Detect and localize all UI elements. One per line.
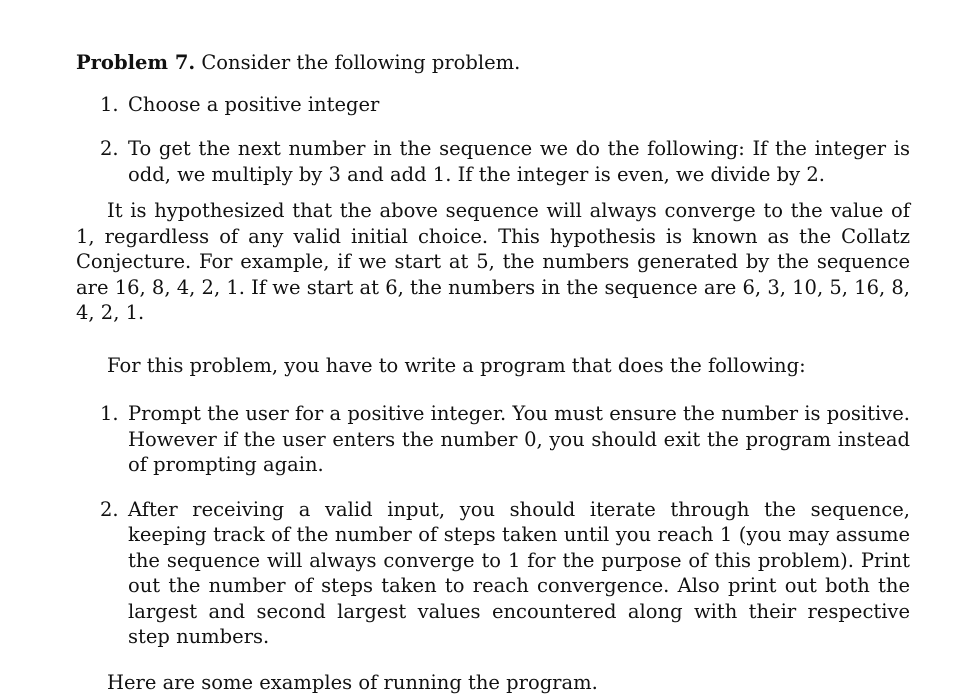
task-text: After receiving a valid input, you should iterate through the sequence, keeping track of the number of steps taken until you reach 1 (you may assume the sequence will always converge to 1 for the purpose of this problem). Print out the number of steps taken to reach convergence. Also print out both the largest and second largest values encountered along with their respective step numbers. [128,498,910,649]
task-number: 1. [100,401,119,427]
tasks-list [76,401,910,650]
task-item [76,401,910,478]
rule-item [76,92,910,118]
problem-heading [76,50,910,76]
rule-text: To get the next number in the sequence we do the following: If the integer is odd, we multiply by 3 and add 1. If the integer is even, we divide by 2. [128,137,910,186]
task-intro: For this problem, you have to write a program that does the following: [76,353,910,379]
problem-label: Problem 7. [76,51,195,74]
task-number: 2. [100,497,119,523]
problem-document [76,50,910,695]
task-text: Prompt the user for a positive integer. You must ensure the number is positive. However if the user enters the number 0, you should exit the program instead of prompting again. [128,402,910,476]
hypothesis-paragraph: It is hypothesized that the above sequence will always converge to the value of 1, regardless of any valid initial choice. This hypothesis is known as the Collatz Conjecture. For example, if we start at 5, the numbers generated by the sequence are 16, 8, 4, 2, 1. If we start at 6, the numbers in the sequence are 6, 3, 10, 5, 16, 8, 4, 2, 1. [76,198,910,326]
rule-text: Choose a positive integer [128,93,379,116]
rules-list [76,92,910,188]
rule-number: 1. [100,92,119,118]
problem-intro: Consider the following problem. [201,51,520,74]
task-item [76,497,910,650]
rule-item [76,136,910,187]
examples-intro: Here are some examples of running the program. [76,670,910,695]
rule-number: 2. [100,136,119,162]
